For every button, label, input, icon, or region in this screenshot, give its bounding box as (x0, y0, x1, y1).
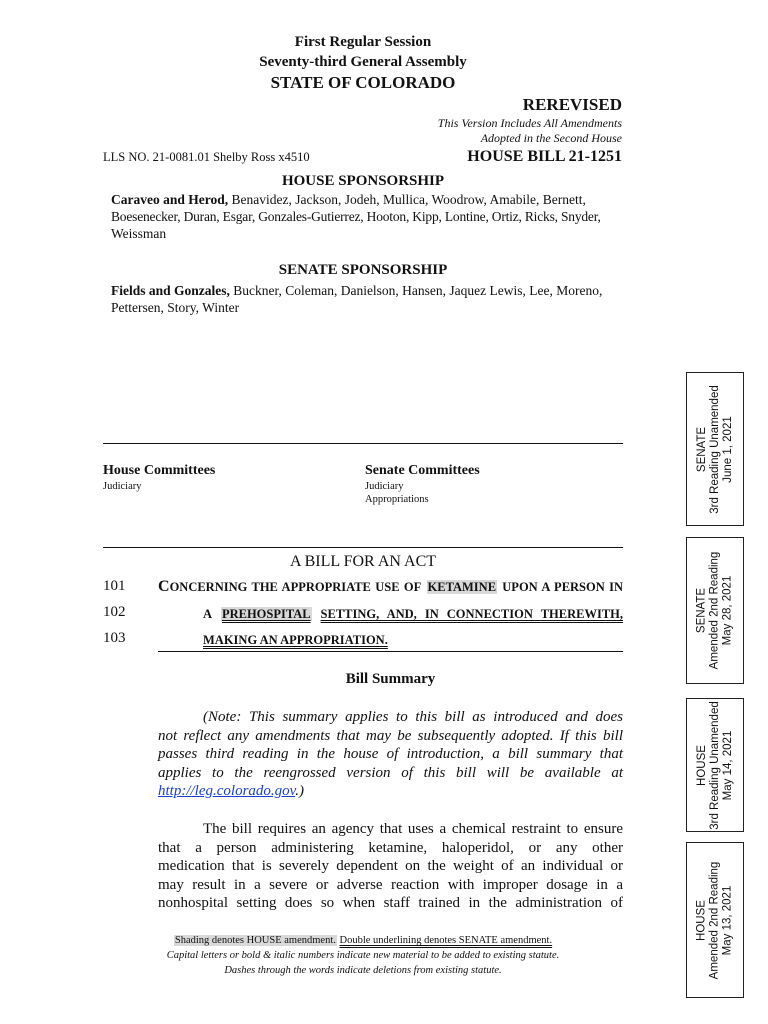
house-committees-heading: House Committees (103, 463, 216, 478)
body-line: nonhospital setting does so when staff trained in the administration of (158, 895, 623, 911)
senate-amendment-setting: SETTING, AND, IN CONNECTION THEREWITH, (320, 607, 624, 621)
stamp-chamber: SENATE (695, 587, 708, 634)
footer-line-1 (103, 935, 623, 946)
senate-sponsors-line-2: Pettersen, Story, Winter (111, 300, 240, 315)
house-sponsors-line-1 (111, 192, 586, 208)
stamp-date: June 1, 2021 (721, 415, 734, 483)
house-lead-sponsors: Caraveo and Herod, (111, 192, 229, 207)
senate-committees-heading: Senate Committees (365, 463, 480, 478)
stamp-chamber: HOUSE (695, 899, 708, 941)
version-note-1: This Version Includes All Amendments (437, 116, 622, 130)
note-end: .) (295, 783, 304, 799)
title-line-1 (158, 578, 623, 596)
title-text: ONCERNING THE APPROPRIATE USE OF (169, 580, 422, 594)
note-line: not reflect any amendments that may be subsequently adopted. If this bill (158, 727, 623, 744)
bill-number: HOUSE BILL 21-1251 (467, 148, 622, 165)
status-stamp-senate-2nd-reading (686, 537, 744, 684)
body-line: medication that is severely dependent on the weight of an individual or (158, 858, 623, 874)
title-text: A (203, 607, 213, 621)
state-title: STATE OF COLORADO (270, 73, 456, 92)
note-line: (Note: This summary applies to this bill as introduced and does (203, 709, 623, 725)
house-committee-item: Judiciary (103, 481, 142, 492)
body-line: The bill requires an agency that uses a chemical restraint to ensure (203, 821, 623, 837)
version-note-2: Adopted in the Second House (480, 131, 622, 145)
title-text: UPON A PERSON IN (502, 580, 624, 594)
house-sponsors-line-2: Boesenecker, Duran, Esgar, Gonzales-Gutierrez, Hooton, Kipp, Lontine, Ortiz, Ricks, Snyder, (111, 209, 601, 224)
summary-heading: Bill Summary (345, 671, 436, 687)
senate-committee-item: Judiciary (365, 481, 404, 492)
body-line: may result in a severe or adverse reaction with improper dosage in a (158, 876, 623, 893)
senate-sponsorship-heading: SENATE SPONSORSHIP (278, 262, 448, 278)
stamp-action: 3rd Reading Unamended (708, 384, 721, 514)
title-cap: C (158, 578, 170, 595)
bill-heading: A BILL FOR AN ACT (289, 553, 437, 570)
divider (103, 547, 623, 548)
stamp-action: Amended 2nd Reading (708, 551, 721, 670)
house-sponsors-line-3: Weissman (111, 226, 167, 241)
senate-amendment-appropriation: MAKING AN APPROPRIATION. (203, 633, 388, 647)
note-line: passes third reading in the house of introduction, a bill summary that (158, 746, 623, 762)
line-number: 103 (103, 630, 126, 646)
senate-sponsors-line-1 (111, 283, 602, 299)
lls-number: LLS NO. 21-0081.01 Shelby Ross x4510 (103, 150, 310, 164)
shading-note: Shading denotes HOUSE amendment. (174, 935, 336, 946)
house-amendment-ketamine: KETAMINE (427, 580, 497, 594)
note-line (158, 782, 623, 801)
session: First Regular Session (294, 34, 432, 50)
leg-colorado-link[interactable]: http://leg.colorado.gov (158, 783, 296, 799)
summary-body (158, 820, 623, 913)
line-number: 101 (103, 578, 126, 594)
footer-line-2: Capital letters or bold & italic numbers indicate new material to be added to existing statute. (166, 950, 560, 961)
stamp-chamber: HOUSE (695, 744, 708, 786)
stamp-date: May 14, 2021 (721, 730, 734, 800)
stamp-date: May 28, 2021 (721, 575, 734, 646)
note-line: applies to the reengrossed version of this bill will be available at (158, 764, 623, 781)
house-sponsors-list: Benavidez, Jackson, Jodeh, Mullica, Woodrow, Amabile, Bernett, (231, 192, 586, 207)
footer-line-3: Dashes through the words indicate deletions from existing statute. (224, 965, 502, 976)
divider (158, 651, 623, 652)
title-line-3 (203, 631, 388, 649)
version-label: REREVISED (522, 95, 622, 114)
senate-sponsors-list: Buckner, Coleman, Danielson, Hansen, Jaquez Lewis, Lee, Moreno, (233, 283, 603, 298)
line-number: 102 (103, 604, 126, 620)
house-sponsorship-heading: HOUSE SPONSORSHIP (281, 173, 445, 189)
underline-note: Double underlining denotes SENATE amendment. (339, 935, 553, 946)
senate-lead-sponsors: Fields and Gonzales, (111, 283, 230, 298)
stamp-action: 3rd Reading Unamended (708, 700, 721, 830)
stamp-date: May 13, 2021 (721, 885, 734, 955)
assembly: Seventy-third General Assembly (259, 54, 467, 70)
senate-committee-item: Appropriations (365, 494, 429, 505)
body-line: that a person administering ketamine, haloperidol, or any other (158, 839, 623, 856)
divider (103, 443, 623, 444)
summary-note (158, 708, 623, 801)
status-stamp-house-2nd-reading (686, 842, 744, 998)
title-line-2 (203, 605, 623, 623)
status-stamp-senate-3rd-reading (686, 372, 744, 526)
stamp-chamber: SENATE (695, 426, 708, 472)
stamp-action: Amended 2nd Reading (708, 861, 721, 979)
status-stamp-house-3rd-reading (686, 698, 744, 832)
house-amendment-prehospital: PREHOSPITAL (221, 607, 311, 621)
